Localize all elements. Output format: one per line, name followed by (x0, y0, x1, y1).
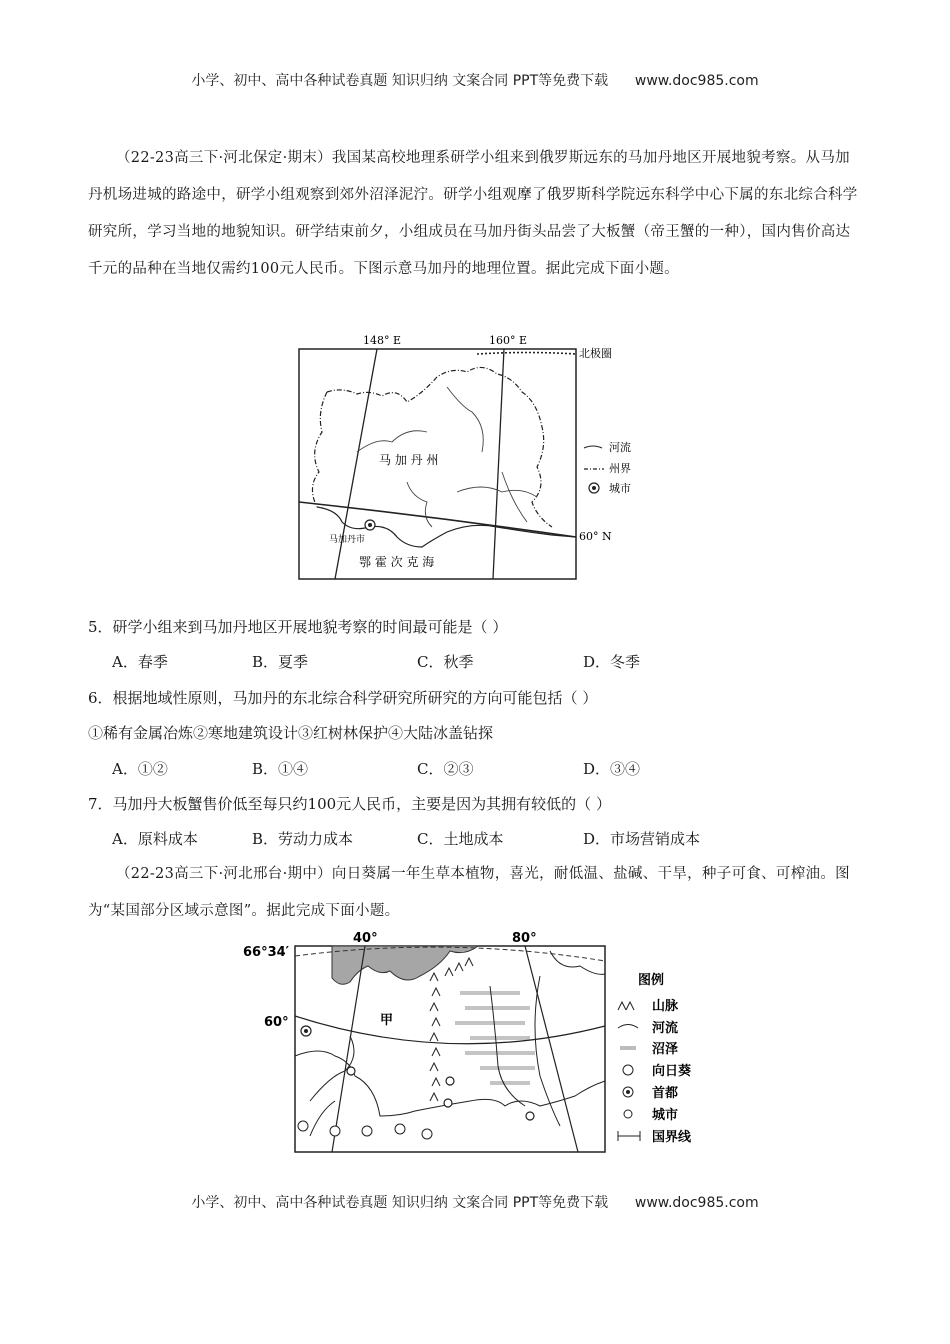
q5-option-c[interactable]: C．秋季 (417, 653, 474, 671)
map2-legend-sunflower: 向日葵 (652, 1064, 692, 1079)
map1-sea-label: 鄂 霍 次 克 海 (359, 555, 435, 569)
footer-site: www.doc985.com (634, 1195, 759, 1211)
map2-lon-40: 40° (353, 931, 378, 946)
map2-legend-city: 城市 (652, 1108, 679, 1123)
map2-legend-mountain: 山脉 (652, 999, 679, 1014)
q5-option-d[interactable]: D．冬季 (583, 653, 641, 671)
question-7: 7．马加丹大板蟹售价低至每只约100元人民币，主要是因为其拥有较低的（ ） (88, 795, 611, 813)
map2-city (526, 1112, 534, 1120)
map1-arctic-label: 北极圈 (579, 347, 612, 360)
map2-legend-capital: 首都 (652, 1086, 679, 1101)
map2-legend-city-icon (624, 1110, 632, 1118)
q7-option-b[interactable]: B．劳动力成本 (252, 830, 354, 848)
q6-option-c[interactable]: C．②③ (417, 760, 474, 778)
q6-option-d[interactable]: D．③④ (583, 760, 641, 778)
map2-legend-swamp: 沼泽 (652, 1042, 679, 1057)
map2-legend-mountain-icon (618, 1002, 634, 1010)
passage-1: （22-23高三下·河北保定·期末）我国某高校地理系研学小组来到俄罗斯远东的马加丹地区开展地貌考察。从马加丹机场进城的路途中，研学小组观察到郊外沼泽泥泞。研学小组观摩了俄罗斯科学院远东科学中心下属的东北综合科学研究所，学习当地的地貌知识。研学结束前夕，小组成员在马加丹街头品尝了大板蟹（帝王蟹的一种），国内售价高达千元的品种在当地仅需约100元人民币。下图示意马加丹的地理位置。据此完成下面小题。 (88, 150, 858, 277)
map2-city (446, 1077, 454, 1085)
q7-option-d[interactable]: D．市场营销成本 (583, 830, 701, 848)
map2-city (444, 1099, 452, 1107)
map1-lat-label: 60° N (579, 530, 612, 543)
map1-legend-border: 州界 (609, 462, 631, 475)
q5-option-a[interactable]: A．春季 (112, 653, 168, 671)
magadan-map (297, 332, 631, 582)
map2-region-label: 甲 (380, 1013, 394, 1028)
map1-legend-city: 城市 (609, 482, 631, 495)
q7-option-c[interactable]: C．土地成本 (417, 830, 504, 848)
map2-legend-border: 国界线 (652, 1130, 692, 1145)
map2-legend-sunflower-icon (623, 1065, 633, 1075)
map1-lon-148: 148° E (363, 334, 402, 347)
q6-option-b[interactable]: B．①④ (252, 760, 309, 778)
region-map (240, 926, 710, 1158)
map1-region-label: 马 加 丹 州 (379, 453, 439, 467)
question-6-options (0, 758, 950, 782)
page-header (0, 70, 950, 90)
header-text: 小学、初中、高中各种试卷真题 知识归纳 文案合同 PPT等免费下载 (191, 73, 609, 89)
question-7-options (0, 828, 950, 852)
map1-lon-160: 160° E (489, 334, 528, 347)
map2-legend-swamp-icon (620, 1046, 636, 1050)
question-5: 5．研学小组来到马加丹地区开展地貌考察的时间最可能是（ ） (88, 618, 508, 636)
question-6: 6．根据地域性原则，马加丹的东北综合科学研究所研究的方向可能包括（ ） (88, 689, 598, 707)
map2-city (347, 1067, 355, 1075)
header-site: www.doc985.com (634, 73, 759, 89)
map2-lat-60: 60° (264, 1015, 289, 1030)
map2-legend-border-icon (618, 1131, 640, 1141)
map1-city-label: 马加丹市 (329, 535, 366, 545)
passage-2: （22-23高三下·河北邢台·期中）向日葵属一年生草本植物，喜光，耐低温、盐碱、干旱，种子可食、可榨油。图为“某国部分区域示意图”。据此完成下面小题。 (88, 866, 850, 919)
map2-legend-river-icon (618, 1025, 638, 1029)
page-footer (0, 1192, 950, 1212)
question-6-items: ①稀有金属冶炼②寒地建筑设计③红树林保护④大陆冰盖钻探 (88, 724, 494, 742)
map2-legend-river: 河流 (652, 1021, 679, 1036)
q5-option-b[interactable]: B．夏季 (252, 653, 309, 671)
map2-legend-title: 图例 (638, 973, 665, 988)
map1-legend-river-icon (584, 446, 602, 448)
map2-lat-arctic: 66°34′ (243, 945, 290, 960)
question-5-options (0, 651, 950, 675)
map2-lon-80: 80° (512, 931, 537, 946)
footer-text: 小学、初中、高中各种试卷真题 知识归纳 文案合同 PPT等免费下载 (191, 1195, 609, 1211)
q7-option-a[interactable]: A．原料成本 (112, 830, 198, 848)
map1-legend-river: 河流 (609, 441, 631, 454)
q6-option-a[interactable]: A．①② (112, 760, 168, 778)
